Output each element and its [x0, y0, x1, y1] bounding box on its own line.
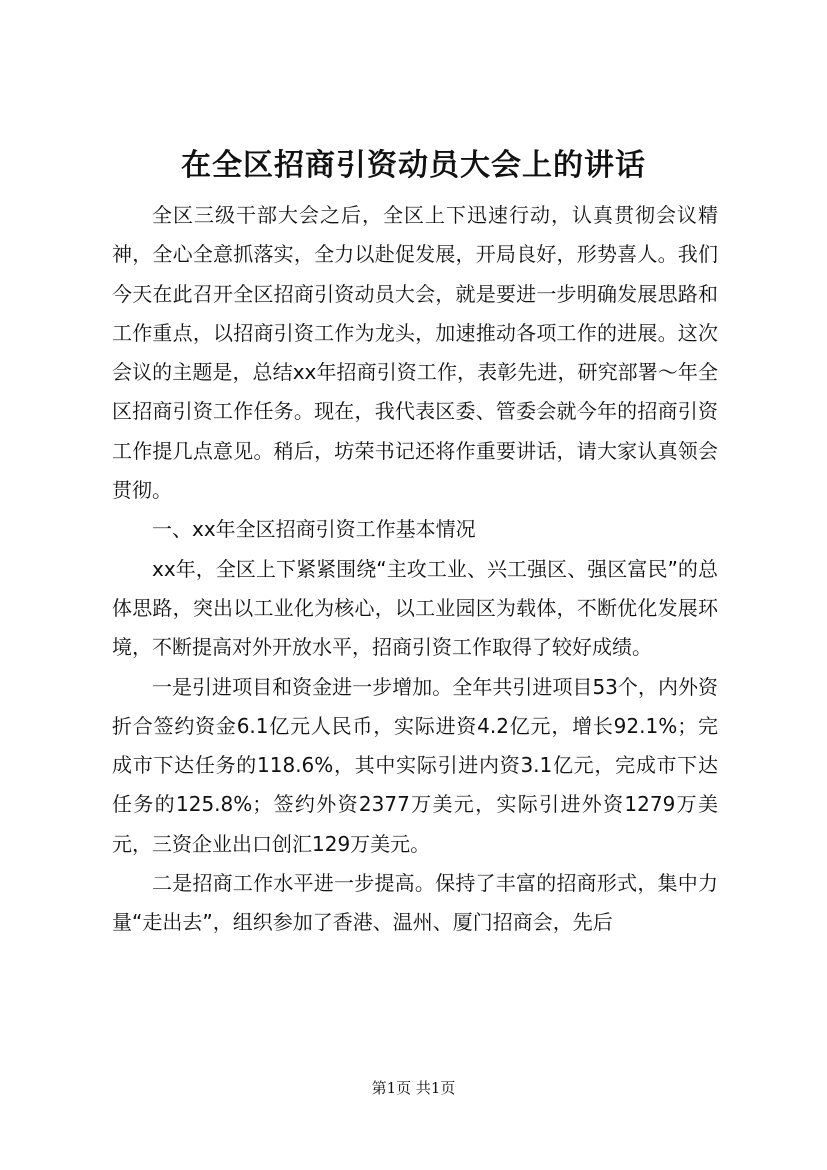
paragraph-overview: xx年，全区上下紧紧围绕“主攻工业、兴工强区、强区富民”的总体思路，突出以工业化为核心，以工业园区为载体，不断优化发展环境，不断提高对外开放水平，招商引资工作取得了较好成绩。 — [112, 556, 718, 660]
section-heading-1: 一、xx年全区招商引资工作基本情况 — [152, 517, 476, 542]
document-title: 在全区招商引资动员大会上的讲话 — [181, 148, 646, 183]
page-footer: 第1页 共1页 — [371, 1079, 456, 1097]
paragraph-point-1: 一是引进项目和资金进一步增加。全年共引进项目53个，内外资折合签约资金6.1亿元人民币，实际进资4.2亿元，增长92.1%；完成市下达任务的118.6%，其中实际引进内资3.1亿元，完成市下达任务的125.8%；签约外资2377万美元，实际引进外资1279万美元，三资企业出口创汇129万美元。 — [112, 674, 718, 856]
paragraph-point-2: 二是招商工作水平进一步提高。保持了丰富的招商形式，集中力量“走出去”，组织参加了香港、温州、厦门招商会，先后 — [112, 871, 718, 935]
paragraph-intro: 全区三级干部大会之后，全区上下迅速行动，认真贯彻会议精神，全心全意抓落实，全力以赴促发展，开局良好，形势喜人。我们今天在此召开全区招商引资动员大会，就是要进一步明确发展思路和工作重点，以招商引资工作为龙头，加速推动各项工作的进展。这次会议的主题是，总结xx年招商引资工作，表彰先进，研究部署～年全区招商引资工作任务。现在，我代表区委、管委会就今年的招商引资工作提几点意见。稍后，坊荣书记还将作重要讲话，请大家认真领会贯彻。 — [112, 203, 718, 503]
document-body — [112, 196, 718, 943]
